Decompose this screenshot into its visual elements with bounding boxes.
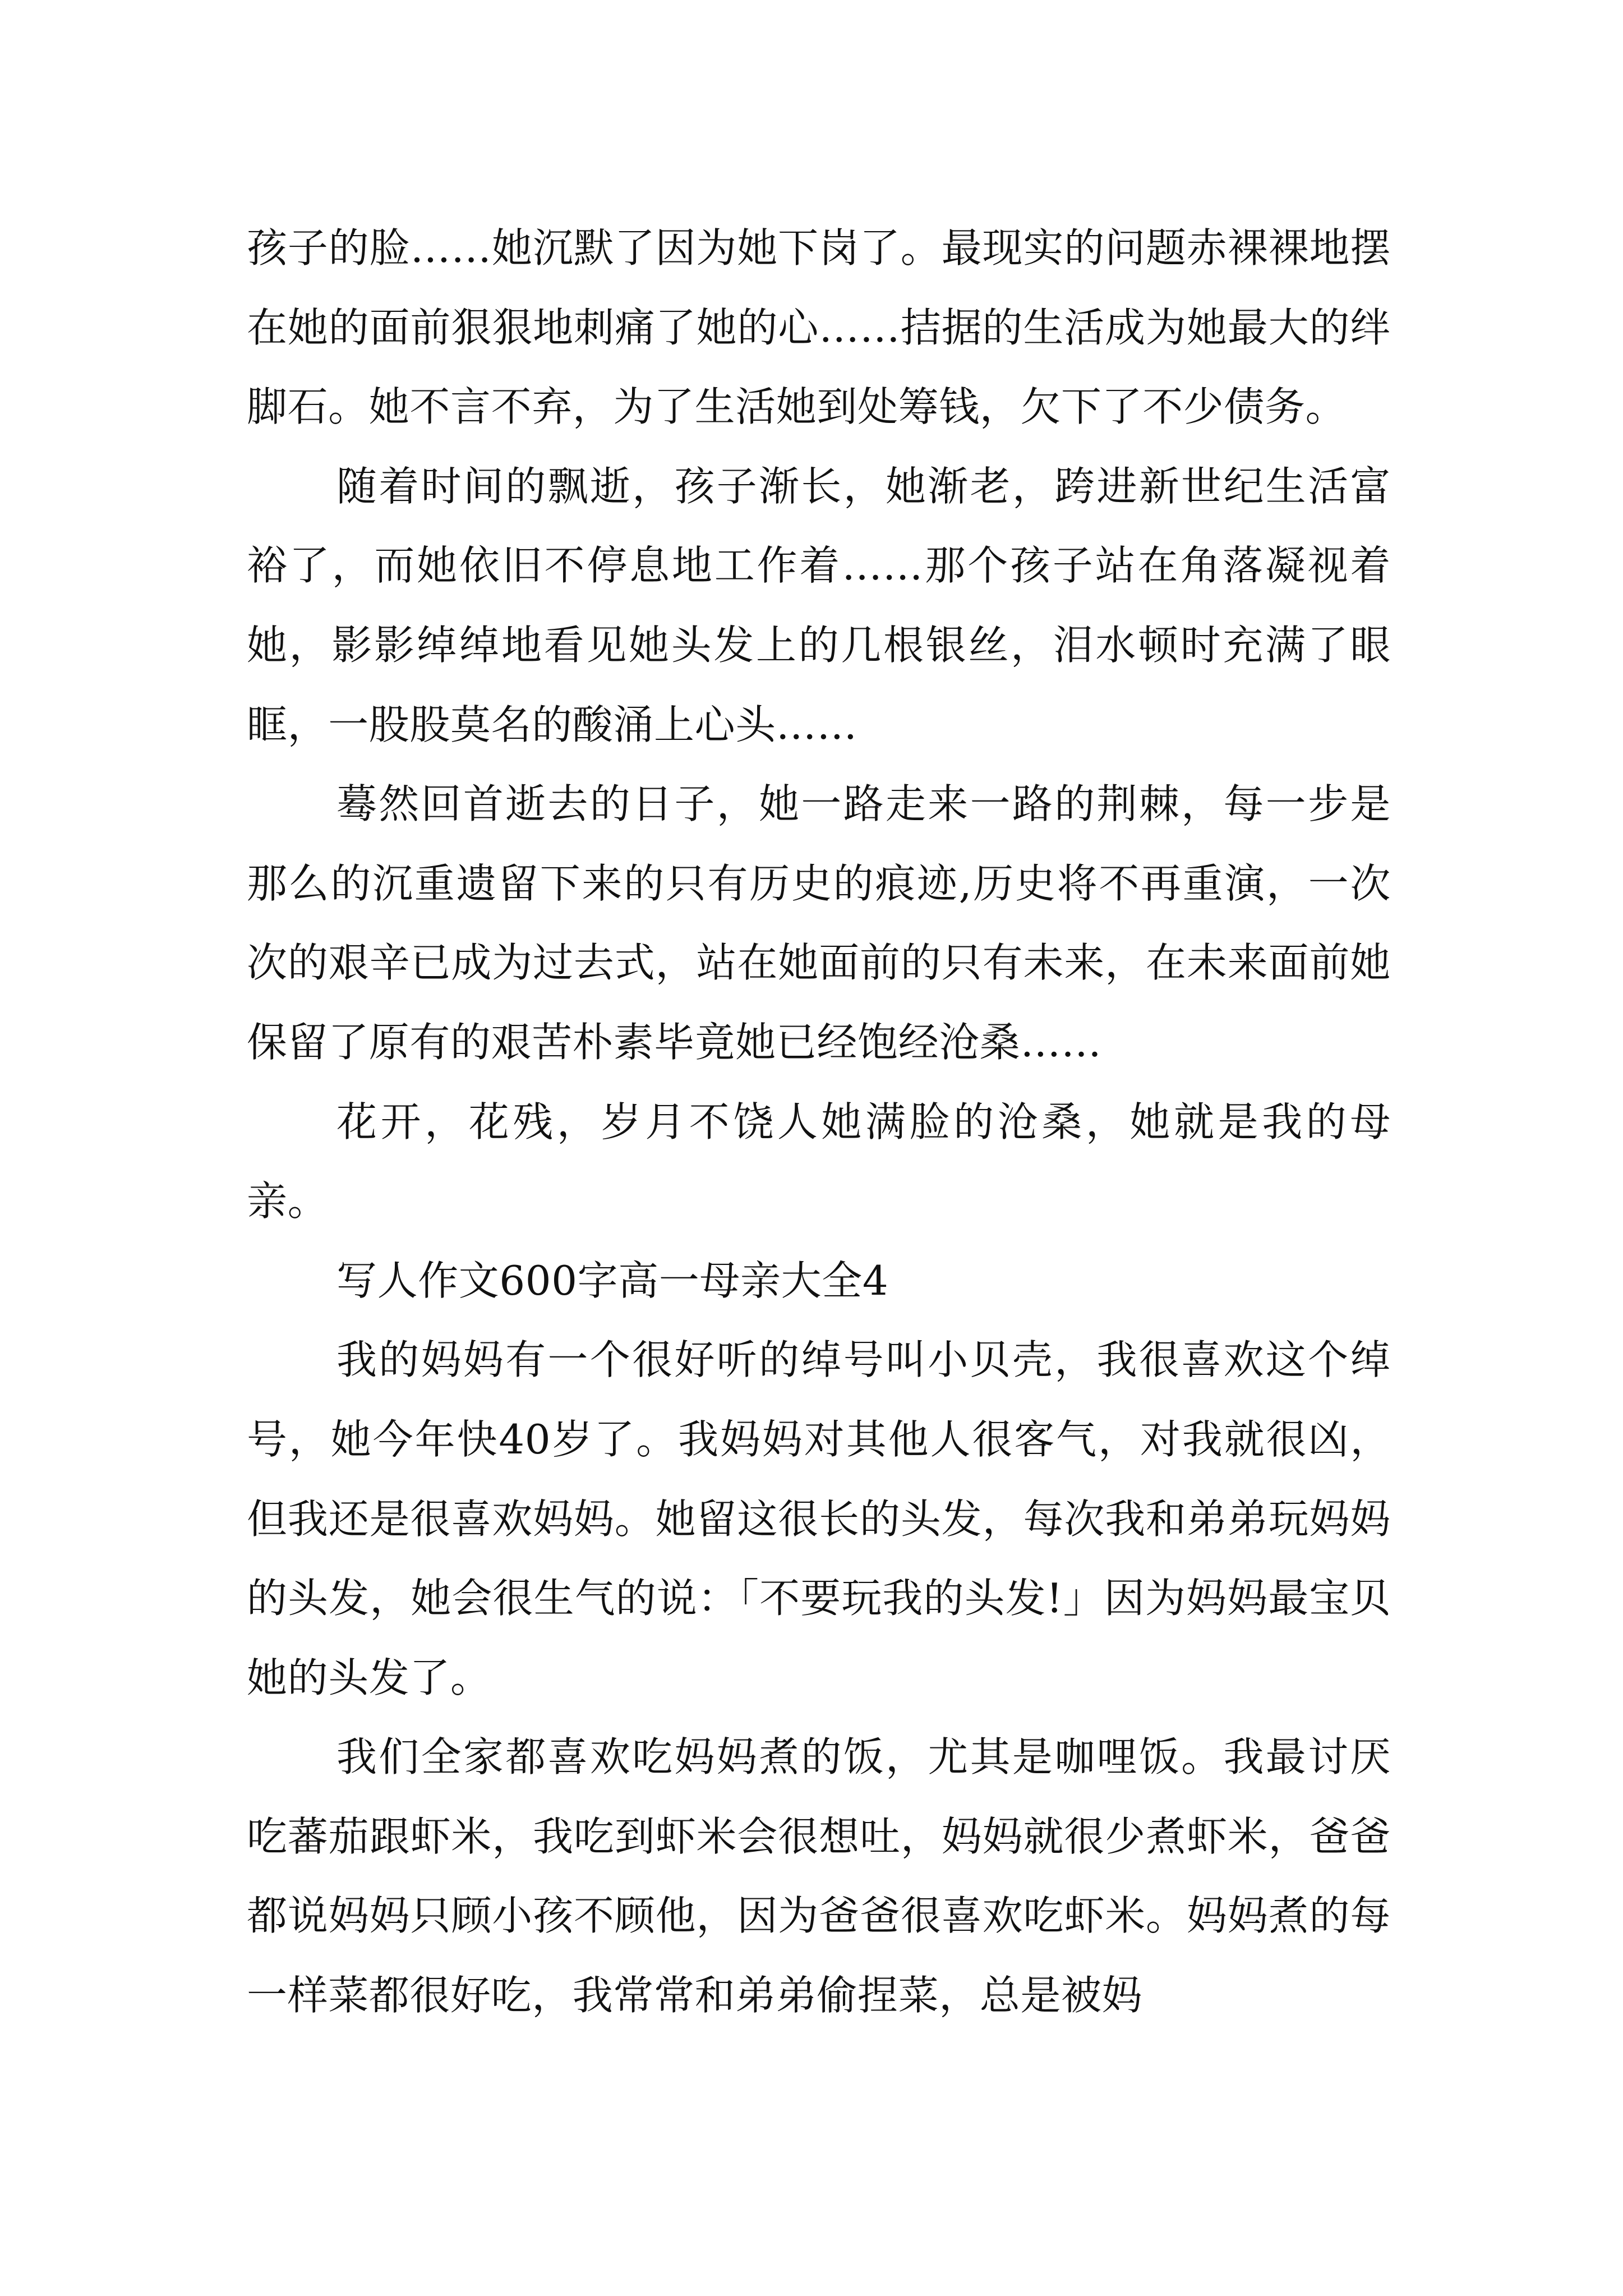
paragraph: 随着时间的飘逝，孩子渐长，她渐老，跨进新世纪生活富裕了，而她依旧不停息地工作着……那个孩子站在角落凝视着她，影影绰绰地看见她头发上的几根银丝，泪水顿时充满了眼眶，一股股莫名的酸涌上心头…… [247,462,1391,748]
document-body [247,209,1391,2036]
section-heading: 写人作文600字高一母亲大全4 [336,1257,889,1304]
paragraph: 花开，花残，岁月不饶人她满脸的沧桑，她就是我的母亲。 [247,1098,1391,1225]
paragraph: 我们全家都喜欢吃妈妈煮的饭，尤其是咖哩饭。我最讨厌吃蕃茄跟虾米，我吃到虾米会很想吐，妈妈就很少煮虾米，爸爸都说妈妈只顾小孩不顾他，因为爸爸很喜欢吃虾米。妈妈煮的每一样菜都很好吃，我常常和弟弟偷捏菜，总是被妈 [247,1733,1391,2019]
paragraph-continuation: 孩子的脸……她沉默了因为她下岗了。最现实的问题赤裸裸地摆在她的面前狠狠地刺痛了她的心……拮据的生活成为她最大的绊脚石。她不言不弃，为了生活她到处筹钱，欠下了不少债务。 [247,224,1391,431]
paragraph: 蓦然回首逝去的日子，她一路走来一路的荆棘，每一步是那么的沉重遗留下来的只有历史的痕迹,历史将不再重演，一次次的艰辛已成为过去式，站在她面前的只有未来，在未来面前她保留了原有的艰苦朴素毕竟她已经饱经沧桑…… [247,780,1391,1066]
paragraph: 我的妈妈有一个很好听的绰号叫小贝壳，我很喜欢这个绰号，她今年快40岁了。我妈妈对其他人很客气，对我就很凶，但我还是很喜欢妈妈。她留这很长的头发，每次我和弟弟玩妈妈的头发，她会很生气的说：「不要玩我的头发!」因为妈妈最宝贝她的头发了。 [247,1336,1391,1701]
